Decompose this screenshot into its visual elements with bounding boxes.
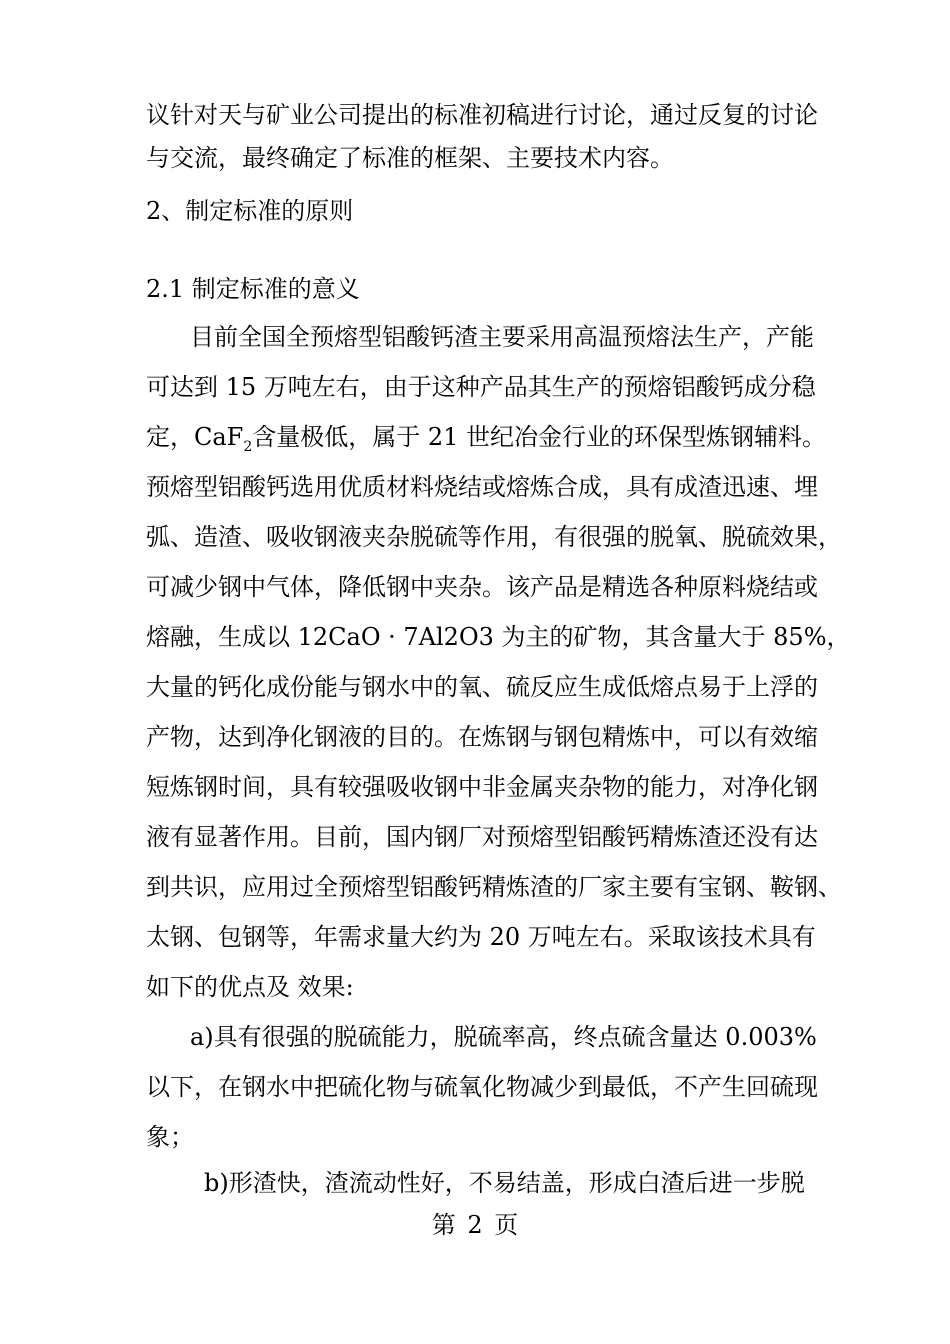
section-heading-2-1: 2.1 制定标准的意义 bbox=[146, 275, 360, 303]
text-line: 议针对天与矿业公司提出的标准初稿进行讨论，通过反复的讨论 bbox=[146, 101, 818, 129]
paragraph-line: 如下的优点及 效果: bbox=[146, 973, 354, 1001]
list-item-a-cont: 以下，在钢水中把硫化物与硫氧化物减少到最低，不产生回硫现 bbox=[146, 1073, 818, 1101]
paragraph-line: 大量的钙化成份能与钢水中的氧、硫反应生成低熔点易于上浮的 bbox=[146, 673, 818, 701]
paragraph-line: 太钢、包钢等，年需求量大约为 20 万吨左右。采取该技术具有 bbox=[146, 923, 816, 951]
paragraph-line: 可达到 15 万吨左右，由于这种产品其生产的预熔铝酸钙成分稳 bbox=[146, 373, 816, 401]
page-number: 第 2 页 bbox=[431, 1211, 519, 1239]
subscript: 2 bbox=[243, 439, 253, 455]
paragraph-line: 熔融，生成以 12CaO · 7Al2O3 为主的矿物，其含量大于 85%， bbox=[146, 623, 851, 651]
paragraph-line: 可减少钢中气体，降低钢中夹杂。该产品是精选各种原料烧结或 bbox=[146, 573, 818, 601]
paragraph-line: 弧、造渣、吸收钢液夹杂脱硫等作用，有很强的脱氧、脱硫效果， bbox=[146, 523, 842, 551]
paragraph-line: 预熔型铝酸钙选用优质材料烧结或熔炼合成，具有成渣迅速、埋 bbox=[146, 473, 818, 501]
text-fragment: 含量极低，属于 21 世纪冶金行业的环保型炼钢辅料。 bbox=[252, 423, 827, 451]
paragraph-line: 短炼钢时间，具有较强吸收钢中非金属夹杂物的能力，对净化钢 bbox=[146, 773, 818, 801]
list-item-b: b)形渣快，渣流动性好，不易结盖，形成白渣后进一步脱 bbox=[204, 1169, 805, 1197]
text-line: 与交流，最终确定了标准的框架、主要技术内容。 bbox=[146, 144, 674, 172]
list-item-a: a)具有很强的脱硫能力，脱硫率高，终点硫含量达 0.003% bbox=[190, 1023, 817, 1051]
text-fragment: 定，CaF bbox=[146, 423, 244, 451]
list-item-a-cont: 象； bbox=[146, 1123, 194, 1151]
paragraph-line: 产物，达到净化钢液的目的。在炼钢与钢包精炼中，可以有效缩 bbox=[146, 723, 818, 751]
section-heading-2: 2、制定标准的原则 bbox=[146, 197, 354, 225]
paragraph-line: 液有显著作用。目前，国内钢厂对预熔型铝酸钙精炼渣还没有达 bbox=[146, 823, 818, 851]
paragraph-line: 目前全国全预熔型铝酸钙渣主要采用高温预熔法生产，产能 bbox=[190, 323, 814, 351]
paragraph-line: 到共识，应用过全预熔型铝酸钙精炼渣的厂家主要有宝钢、鞍钢、 bbox=[146, 873, 842, 901]
paragraph-line bbox=[146, 422, 827, 455]
